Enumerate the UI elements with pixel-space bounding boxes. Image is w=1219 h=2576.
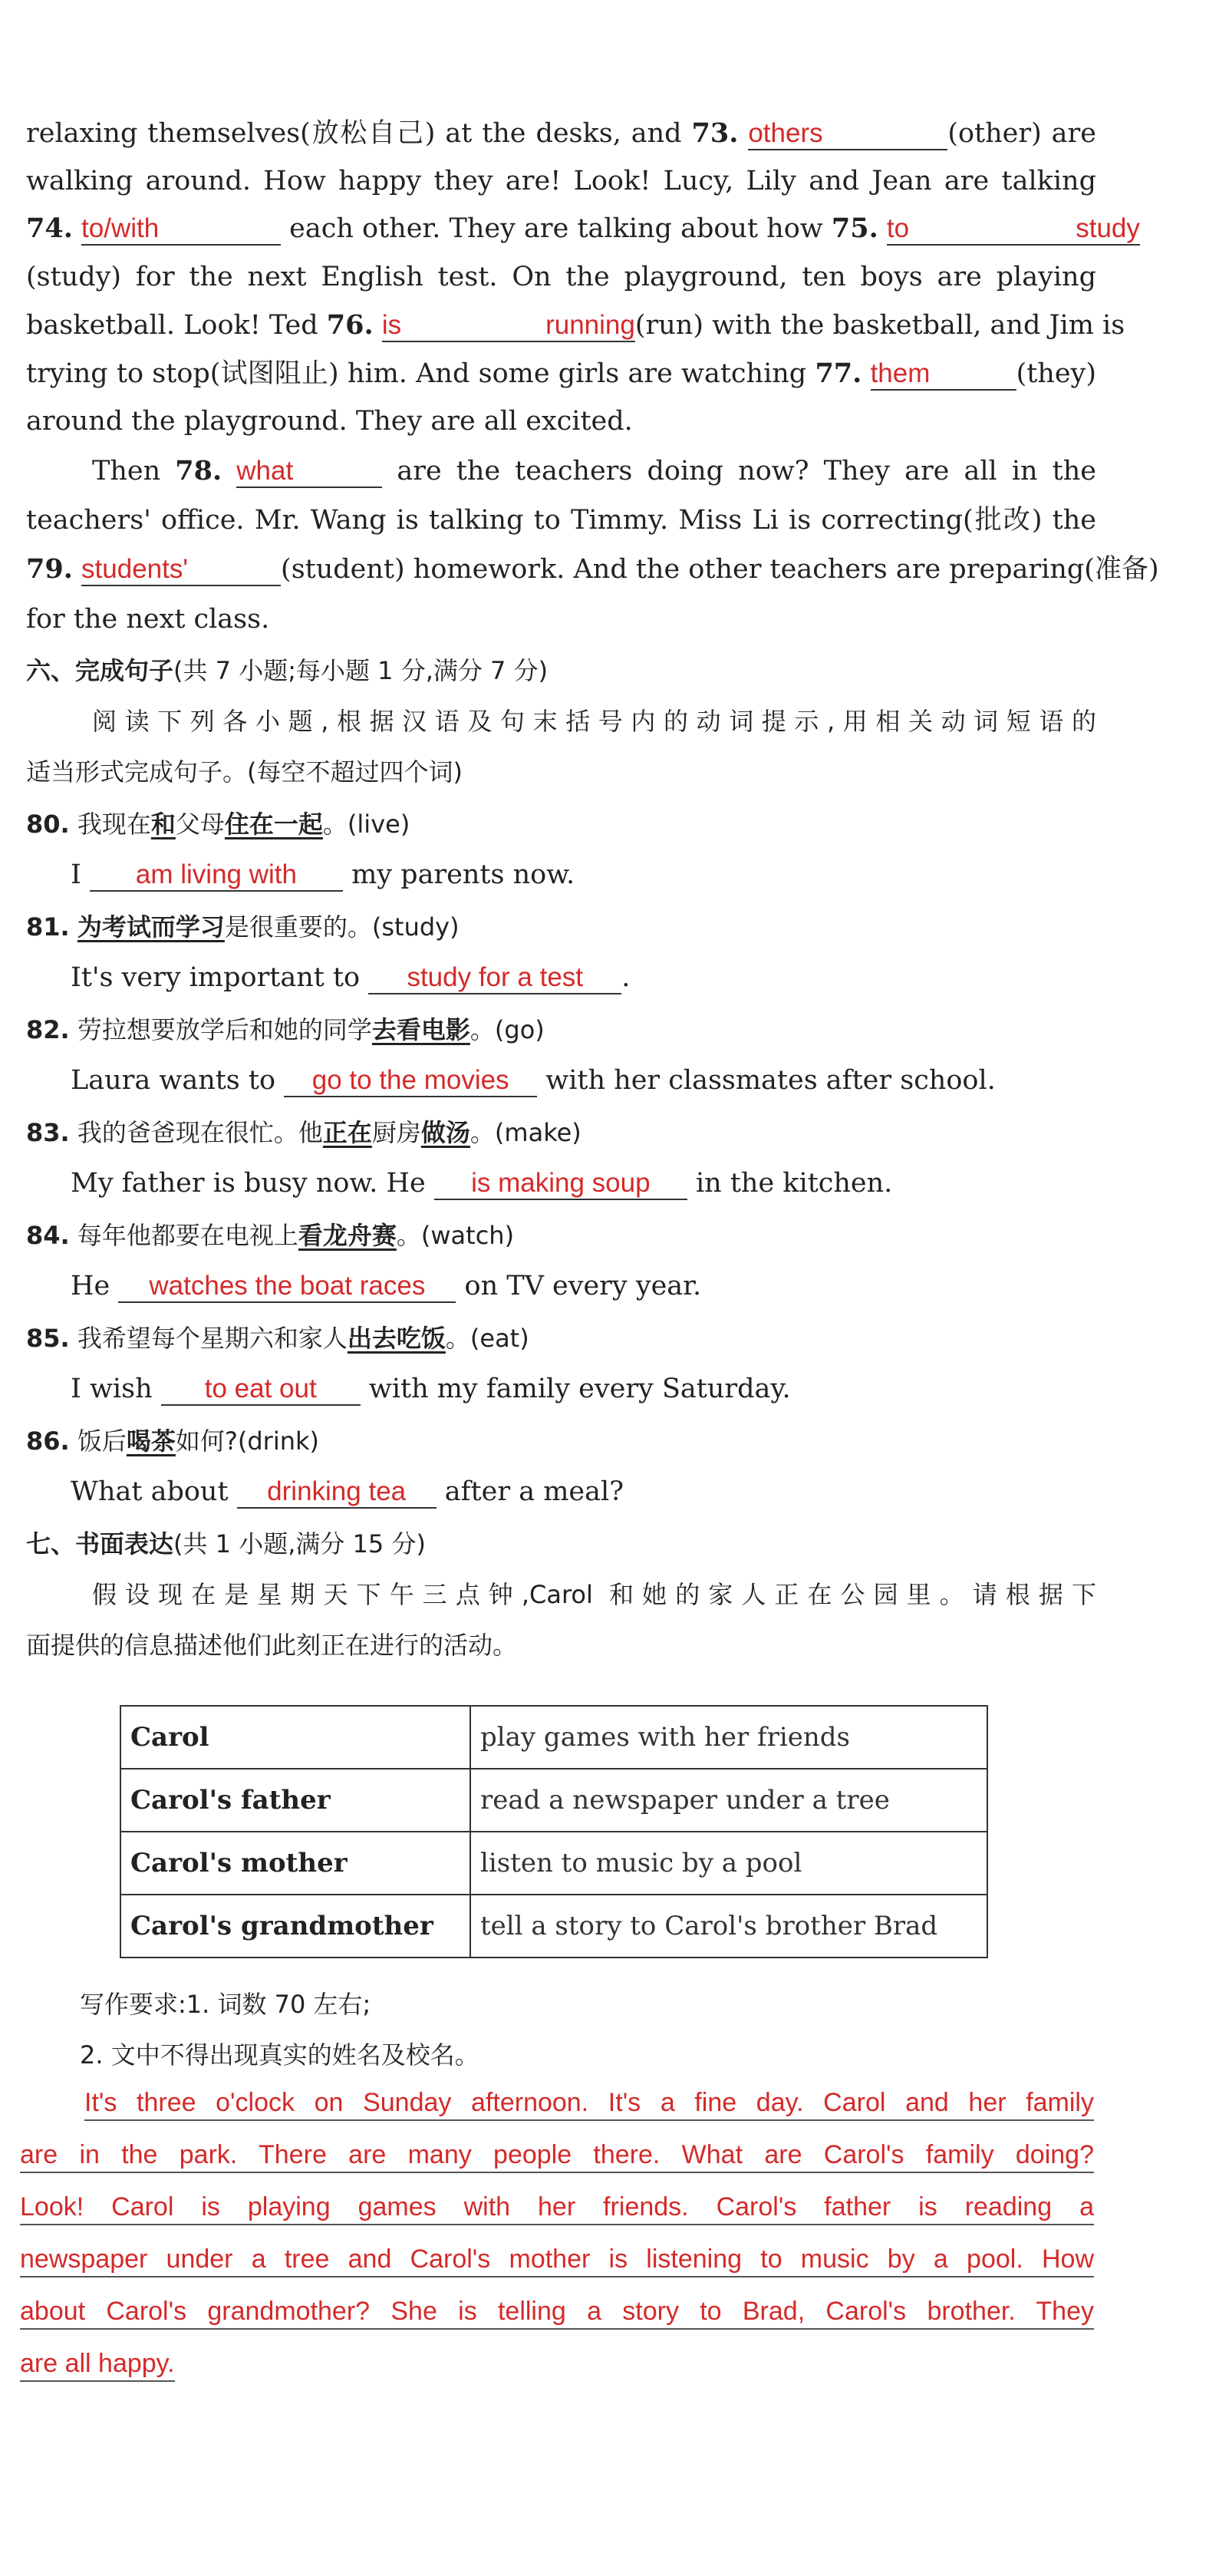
essay-line-2: are in the park. There are many people there. What are Carol's family doing?	[20, 2138, 1094, 2173]
passage-line-2: walking around. How happy they are! Look! Lucy, Lily and Jean are talking	[26, 166, 1096, 196]
essay-line-1: It's three o'clock on Sunday afternoon. It's a fine day. Carol and her family	[84, 2086, 1094, 2121]
section7-instruction-1: 假设现在是星期天下午三点钟,Carol 和她的家人正在公园里。请根据下	[92, 1580, 1096, 1609]
q73-answer: others	[748, 118, 947, 150]
item-83-chinese: 83. 我的爸爸现在很忙。他正在厨房做汤。(make)	[26, 1118, 581, 1147]
item-85-english: I wish to eat out with my family every Saturday.	[71, 1374, 791, 1404]
item-82-answer: go to the movies	[284, 1065, 537, 1097]
item-86-chinese: 86. 饭后喝茶如何?(drink)	[26, 1427, 320, 1456]
q75-number: 75.	[831, 213, 878, 244]
q79-number: 79.	[26, 553, 73, 585]
q77-number: 77.	[815, 358, 862, 389]
table-person: Carol's mother	[120, 1832, 470, 1895]
item-82-chinese: 82. 劳拉想要放学后和她的同学去看电影。(go)	[26, 1015, 545, 1044]
passage-line-11: for the next class.	[26, 604, 270, 635]
item-86-english: What about drinking tea after a meal?	[71, 1476, 624, 1507]
item-81-chinese: 81. 为考试而学习是很重要的。(study)	[26, 912, 460, 942]
passage-line-4: (study) for the next English test. On the playground, ten boys are playing	[26, 262, 1096, 292]
table-activity: tell a story to Carol's brother Brad	[470, 1895, 987, 1958]
essay-line-3: Look! Carol is playing games with her friends. Carol's father is reading a	[20, 2190, 1094, 2225]
essay-line-5: about Carol's grandmother? She is telling a story to Brad, Carol's brother. They	[20, 2294, 1094, 2330]
activity-table	[120, 1705, 988, 1958]
item-86-answer: drinking tea	[237, 1476, 437, 1509]
passage-line-7: around the playground. They are all excited.	[26, 406, 633, 437]
table-person: Carol's grandmother	[120, 1895, 470, 1958]
item-81-answer: study for a test	[368, 962, 621, 994]
q78-answer: what	[236, 456, 382, 488]
section7-title: 七、书面表达	[26, 1529, 174, 1558]
item-85-answer: to eat out	[161, 1374, 361, 1406]
passage-line-9: teachers' office. Mr. Wang is talking to Timmy. Miss Li is correcting(批改) the	[26, 505, 1096, 536]
passage-line-1: relaxing themselves(放松自己) at the desks, and 73. others (other) are	[26, 117, 1096, 149]
section6-heading	[26, 654, 1096, 688]
q78-number: 78.	[175, 455, 222, 487]
item-82-english: Laura wants to go to the movies with her classmates after school.	[71, 1065, 996, 1096]
section7-instruction-2: 面提供的信息描述他们此刻正在进行的活动。	[26, 1631, 518, 1660]
table-person: Carol	[120, 1706, 470, 1769]
q77-answer: them	[871, 358, 1016, 391]
item-81-english: It's very important to study for a test .	[71, 962, 631, 993]
section6-title: 六、完成句子	[26, 656, 174, 685]
passage-line-8: Then 78. what are the teachers doing now? They are all in the	[92, 455, 1096, 487]
table-person: Carol's father	[120, 1769, 470, 1832]
item-84-chinese: 84. 每年他都要在电视上看龙舟赛。(watch)	[26, 1221, 515, 1250]
section6-instruction-2: 适当形式完成句子。(每空不超过四个词)	[26, 757, 463, 787]
section7-heading	[26, 1527, 1096, 1561]
q74-answer: to/with	[81, 213, 281, 246]
item-85-chinese: 85. 我希望每个星期六和家人出去吃饭。(eat)	[26, 1324, 529, 1353]
passage-line-3: 74. to/with each other. They are talking about how 75. to study	[26, 213, 1140, 244]
table-row	[120, 1832, 987, 1895]
section7-info: (共 1 小题,满分 15 分)	[173, 1529, 426, 1558]
q74-number: 74.	[26, 213, 73, 244]
item-80-chinese: 80. 我现在和父母住在一起。(live)	[26, 810, 410, 839]
item-80-answer: am living with	[90, 859, 343, 892]
table-row	[120, 1895, 987, 1958]
table-activity: play games with her friends	[470, 1706, 987, 1769]
q73-number: 73.	[691, 117, 739, 149]
essay-line-4: newspaper under a tree and Carol's mother is listening to music by a pool. How	[20, 2242, 1094, 2278]
table-row	[120, 1769, 987, 1832]
item-83-answer: is making soup	[434, 1168, 687, 1200]
table-activity: read a newspaper under a tree	[470, 1769, 987, 1832]
passage-line-5: basketball. Look! Ted 76. is running(run) with the basketball, and Jim is	[26, 309, 1125, 341]
q75-answer: to study	[887, 213, 1140, 246]
table-activity: listen to music by a pool	[470, 1832, 987, 1895]
writing-requirement-2: 2. 文中不得出现真实的姓名及校名。	[80, 2040, 479, 2070]
item-80-english: I am living with my parents now.	[71, 859, 575, 890]
item-83-english: My father is busy now. He is making soup in the kitchen.	[71, 1168, 893, 1199]
section6-info: (共 7 小题;每小题 1 分,满分 7 分)	[173, 656, 549, 685]
q79-answer: students'	[81, 554, 281, 586]
essay-line-6: are all happy.	[20, 2347, 175, 2382]
section6-instruction-1: 阅读下列各小题,根据汉语及句末括号内的动词提示,用相关动词短语的	[92, 707, 1096, 736]
item-84-answer: watches the boat races	[118, 1271, 456, 1303]
passage-line-6: trying to stop(试图阻止) him. And some girls are watching 77. them (they)	[26, 358, 1096, 389]
q76-number: 76.	[326, 309, 374, 341]
q76-answer: is running	[382, 310, 635, 342]
item-84-english: He watches the boat races on TV every year.	[71, 1271, 702, 1301]
writing-requirement-1: 写作要求:1. 词数 70 左右;	[80, 1990, 371, 2019]
table-row	[120, 1706, 987, 1769]
passage-line-10: 79. students' (student) homework. And the other teachers are preparing(准备)	[26, 553, 1159, 585]
